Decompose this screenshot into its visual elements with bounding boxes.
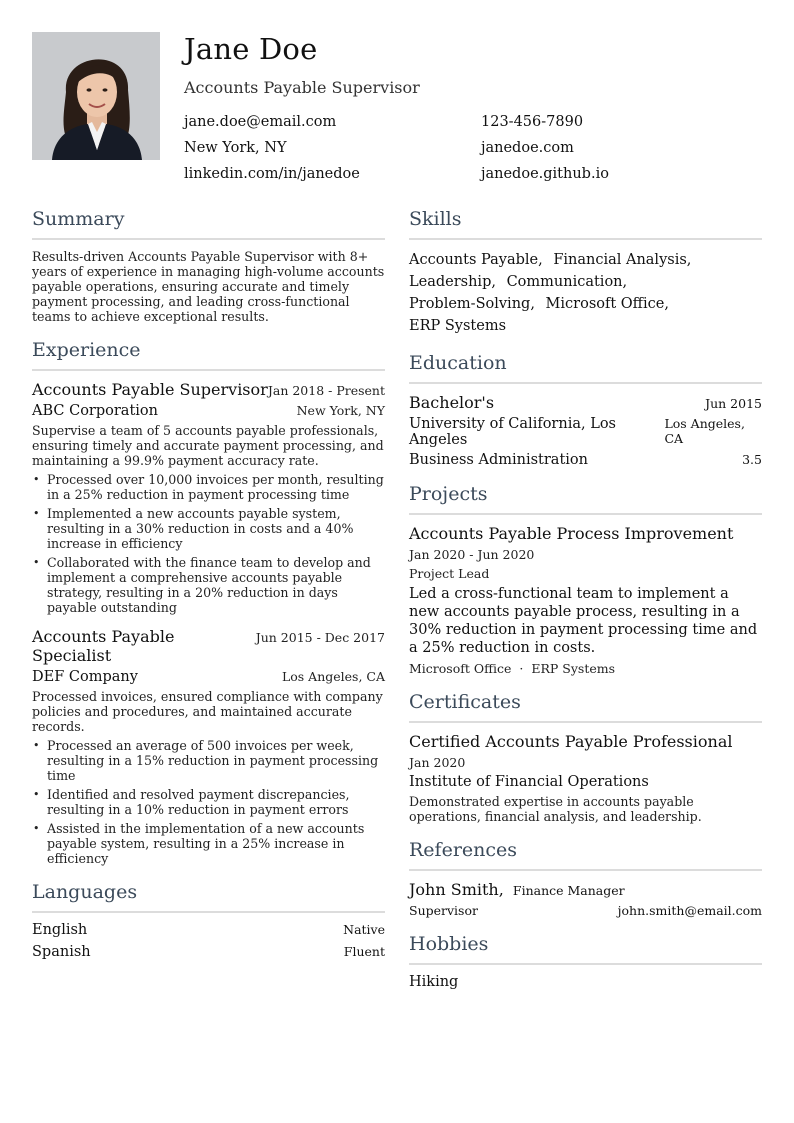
job-entry (32, 380, 385, 615)
job-location: New York, NY (296, 403, 385, 418)
project-title: Accounts Payable Process Improvement (409, 524, 734, 543)
job-company: ABC Corporation (32, 403, 158, 419)
tool-item: ERP Systems (531, 661, 616, 676)
summary-section (32, 208, 385, 324)
job-location: Los Angeles, CA (281, 669, 385, 684)
contact-github[interactable]: janedoe.github.io (481, 166, 609, 182)
references-heading: References (409, 839, 762, 871)
skill-item: Microsoft Office, (545, 296, 669, 312)
skills-heading: Skills (409, 208, 762, 240)
achievement-item: • Implemented a new accounts payable system, resulting in a 30% reduction in costs and a 40% increase in efficiency (32, 506, 385, 551)
language-level: Native (343, 922, 385, 937)
job-dates: Jun 2015 - Dec 2017 (255, 630, 385, 645)
job-achievements (32, 472, 385, 615)
hobbies-section (409, 933, 762, 990)
languages-heading: Languages (32, 881, 385, 913)
certificate-date: Jan 2020 (409, 755, 466, 770)
certificates-heading: Certificates (409, 691, 762, 723)
skill-item: Leadership, (409, 274, 496, 290)
contact-location: New York, NY (184, 140, 287, 156)
experience-section (32, 339, 385, 866)
job-description: Supervise a team of 5 accounts payable professionals, ensuring timely and accurate payment processing, and maintaining a 99.9% payment accuracy rate. (32, 423, 384, 468)
experience-heading: Experience (32, 339, 385, 371)
job-title: Accounts Payable Supervisor (32, 380, 268, 399)
skill-item: Financial Analysis, (553, 252, 692, 268)
job-achievements (32, 738, 385, 866)
skill-item: Communication, (506, 274, 628, 290)
hobby-item: Hiking (409, 974, 459, 990)
achievement-item: • Assisted in the implementation of a new accounts payable system, resulting in a 25% increase in efficiency (32, 821, 385, 866)
reference-relation: Supervisor (409, 903, 478, 918)
tool-separator: · (519, 661, 524, 676)
project-tools (409, 661, 762, 676)
project-dates: Jan 2020 - Jun 2020 (409, 547, 535, 562)
right-column (409, 208, 762, 1005)
project-description: Led a cross-functional team to implement a new accounts payable process, resulting in a 30% reduction in payment processing time and a 25% reduction in costs. (409, 586, 758, 656)
skills-section (409, 208, 762, 337)
education-section (409, 352, 762, 468)
job-title: Accounts Payable Specialist (32, 627, 175, 665)
language-item (32, 944, 385, 960)
tool-item: Microsoft Office (409, 661, 512, 676)
achievement-item: • Processed an average of 500 invoices per week, resulting in a 15% reduction in payment processing time (32, 738, 385, 783)
certificate-title: Certified Accounts Payable Professional (409, 732, 733, 751)
education-gpa: 3.5 (742, 452, 762, 467)
education-heading: Education (409, 352, 762, 384)
references-section (409, 839, 762, 918)
education-degree: Bachelor's (409, 393, 495, 412)
language-name: Spanish (32, 944, 91, 960)
reference-name: John Smith, (409, 880, 504, 899)
language-level: Fluent (343, 944, 385, 959)
education-date: Jun 2015 (705, 396, 762, 411)
reference-email[interactable]: john.smith@email.com (617, 903, 762, 918)
languages-section (32, 881, 385, 960)
portrait-image (32, 32, 160, 160)
hobbies-heading: Hobbies (409, 933, 762, 965)
candidate-title: Accounts Payable Supervisor (184, 78, 420, 97)
skill-item: ERP Systems (409, 318, 507, 334)
achievement-item: • Processed over 10,000 invoices per month, resulting in a 25% reduction in payment processing time (32, 472, 385, 502)
skills-list (409, 249, 762, 337)
contact-website[interactable]: janedoe.com (481, 140, 574, 156)
summary-heading: Summary (32, 208, 385, 240)
contact-email[interactable]: jane.doe@email.com (184, 114, 337, 130)
projects-section (409, 483, 762, 676)
projects-heading: Projects (409, 483, 762, 515)
candidate-name: Jane Doe (184, 32, 318, 66)
certificates-section (409, 691, 762, 824)
contact-phone[interactable]: 123-456-7890 (481, 114, 584, 130)
left-column (32, 208, 385, 975)
summary-text: Results-driven Accounts Payable Supervisor with 8+ years of experience in managing high-volume accounts payable operations, ensuring accurate and timely payment processing, and leading cross-functional teams to achieve exceptional results. (32, 249, 385, 324)
job-dates: Jan 2018 - Present (267, 383, 385, 398)
education-location: Los Angeles, CA (664, 416, 745, 446)
education-field: Business Administration (409, 452, 588, 468)
language-item (32, 922, 385, 938)
contact-linkedin[interactable]: linkedin.com/in/janedoe (184, 166, 360, 182)
reference-role: Finance Manager (512, 883, 625, 898)
profile-photo (32, 32, 160, 160)
job-entry (32, 627, 385, 866)
achievement-item: • Collaborated with the finance team to develop and implement a comprehensive accounts payable strategy, resulting in a 20% reduction in days payable outstanding (32, 555, 385, 615)
job-description: Processed invoices, ensured compliance with company policies and procedures, and maintained accurate records. (32, 689, 383, 734)
language-name: English (32, 922, 88, 938)
certificate-description: Demonstrated expertise in accounts payable operations, financial analysis, and leadership. (409, 794, 702, 824)
certificate-issuer: Institute of Financial Operations (409, 774, 649, 790)
skill-item: Accounts Payable, (409, 252, 543, 268)
job-company: DEF Company (32, 669, 138, 685)
education-school: University of California, Los Angeles (409, 416, 616, 448)
achievement-item: • Identified and resolved payment discrepancies, resulting in a 10% reduction in payment errors (32, 787, 385, 817)
skill-item: Problem-Solving, (409, 296, 535, 312)
project-role: Project Lead (409, 566, 490, 581)
